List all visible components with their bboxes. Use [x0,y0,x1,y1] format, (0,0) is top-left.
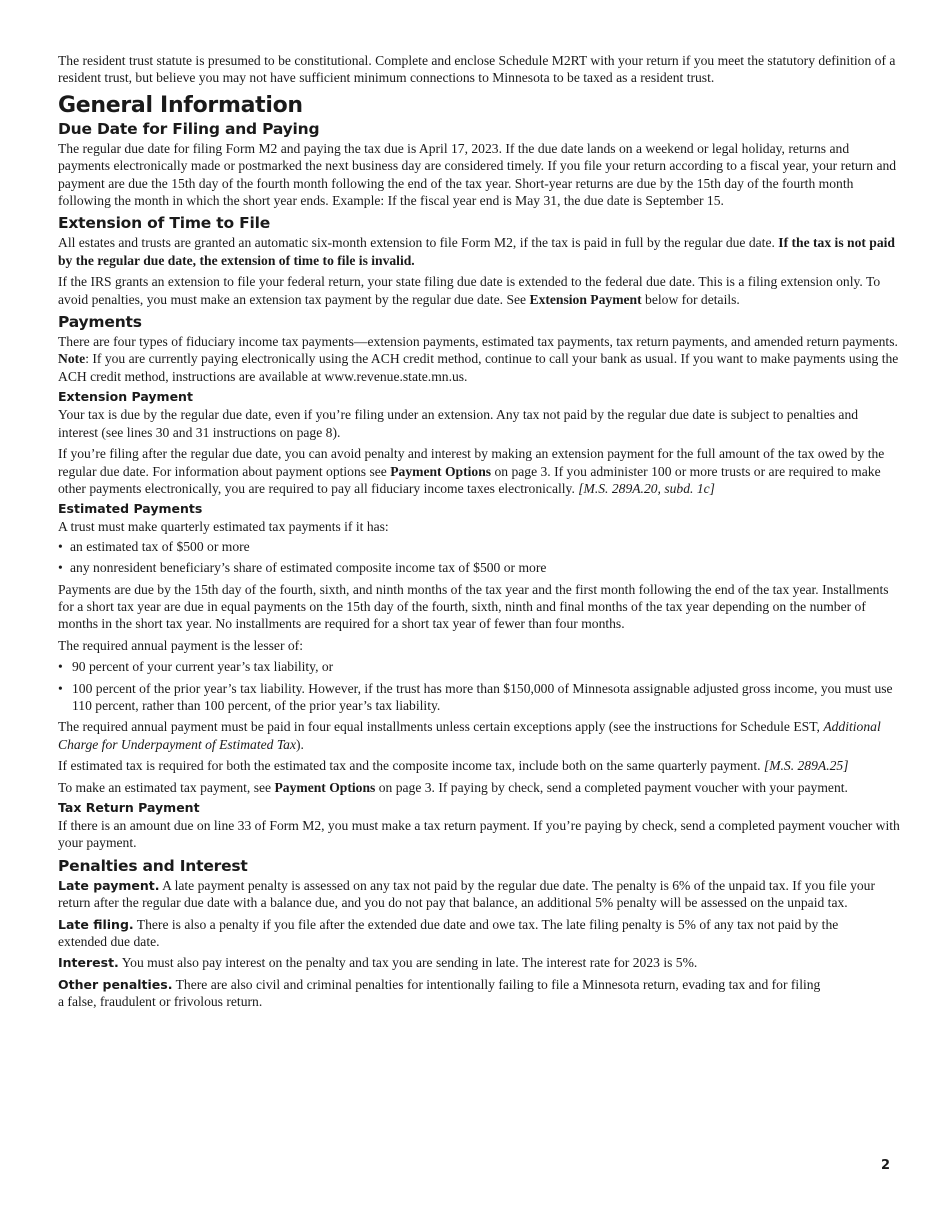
make-payment-paragraph [58,779,900,796]
extension-payment-heading: Extension Payment [58,389,193,405]
extension-paragraph-2 [58,273,900,308]
extension-payment-paragraph-2 [58,445,900,497]
bold-text: Payment Options [390,463,492,479]
text: You must also pay interest on the penalty and tax you are sending in late. The interest rate for 2023 is 5%. [118,955,698,971]
tax-return-payment-paragraph: If there is an amount due on line 33 of Form M2, you must make a tax return payment. If you’re paying by check, send a completed payment voucher with your payment. [58,818,900,851]
extension-paragraph-1 [58,234,900,269]
bold-text: Payment Options [274,779,376,795]
estimated-lesser-paragraph: The required annual payment is the lesser of: [58,637,303,653]
text: If you’re filing after the regular due date, you can avoid penalty and interest by making an extension payment for the full amount of the tax owed by the regular due date. For information about payment options see [58,446,885,479]
lead-term: Late filing. [58,916,134,932]
lead-term: Interest. [58,955,119,971]
interest-paragraph [58,954,900,971]
lead-term: Late payment. [58,877,160,893]
bold-text: If the tax is not paid by the regular due date, the extension of time to file is invalid. [58,235,895,268]
required-payment-list [58,658,900,714]
text: There is also a penalty if you file after the extended due date and owe tax. The late filing penalty is 5% of any tax not paid by the extended due date. [58,916,839,950]
text: If estimated tax is required for both the estimated tax and the composite income tax, include both on the same quarterly payment. [58,758,764,774]
estimated-intro: A trust must make quarterly estimated tax payments if it has: [58,519,389,535]
document-page [58,52,900,1015]
page-number: 2 [880,1158,890,1173]
late-filing-paragraph [58,916,848,951]
tax-return-payment-heading: Tax Return Payment [58,800,200,815]
estimated-payments-heading: Estimated Payments [58,501,203,517]
intro-paragraph: The resident trust statute is presumed to be constitutional. Complete and enclose Schedule M2RT with your return if you meet the statutory definition of a resident trust, but believe you may not have sufficient minimum connections to Minnesota to be taxed as a resident trust. [58,53,896,86]
estimated-requirements-list [58,538,900,577]
italic-text: Additional Charge for Underpayment of Estimated Tax [58,719,881,752]
extension-payment-paragraph-1: Your tax is due by the regular due date, even if you’re filing under an extension. Any tax not paid by the regular due date is subject to penalties and interest (see lines 30 and 31 instructions on page 8). [58,407,859,440]
list-item: • an estimated tax of $500 or more [58,538,900,555]
installments-paragraph [58,718,900,753]
due-date-paragraph: The regular due date for filing Form M2 and paying the tax due is April 17, 2023. If the due date lands on a weekend or legal holiday, returns and payments electronically made or postmarked the next business day are considered timely. If you file your return according to a fiscal year, your return and payment are due the 15th day of the fourth month following the end of the tax year. Short-year returns are due by the 15th day of the fourth month following the month in which the short year ends. Example: If the fiscal year end is May 31, the due date is September 15. [58,140,897,209]
text: on page 3. If you administer 100 or more trusts or are required to make other payments electronically, you are required to pay all fiduciary income taxes electronically. [58,463,881,496]
other-penalties-paragraph [58,976,828,1011]
statute-citation: [M.S. 289A.25] [763,758,849,774]
due-date-heading: Due Date for Filing and Paying [58,119,320,138]
text: : If you are currently paying electronically using the ACH credit method, continue to call your bank as usual. If you want to make payments using the ACH credit method, instructions are available at www.revenue.state.mn.us. [58,351,899,384]
text: There are four types of fiduciary income tax payments—extension payments, estimated tax payments, tax return payments, and amended return payments. [58,334,898,350]
penalties-heading: Penalties and Interest [58,856,248,875]
estimated-due-paragraph: Payments are due by the 15th day of the fourth, sixth, and ninth months of the tax year and the first month following the end of the tax year. Installments for a short tax year are due in equal payments on the 15th day of the fourth, sixth, ninth and final months of the tax year depending on the number of months in the short tax year. No installments are required for a short tax year of fewer than four months. [58,581,889,632]
bold-text: Extension Payment [529,291,642,307]
list-item: • 100 percent of the prior year’s tax liability. However, if the trust has more than $150,000 of Minnesota assignable adjusted gross income, you must use 110 percent, rather than 100 percent, of the prior year’s tax liability. [58,680,900,715]
text: The required annual payment must be paid in four equal installments unless certain exceptions apply (see the instructions for Schedule EST, [58,719,824,735]
text: To make an estimated tax payment, see [58,779,275,795]
page-title: General Information [58,92,303,118]
extension-heading: Extension of Time to File [58,214,271,233]
list-item: • any nonresident beneficiary’s share of estimated composite income tax of $500 or more [58,559,900,576]
payments-heading: Payments [58,313,142,332]
text: below for details. [641,291,740,307]
lead-term: Other penalties. [58,976,173,992]
text: A late payment penalty is assessed on any tax not paid by the regular due date. The penalty is 6% of the unpaid tax. If you file your return after the regular due date with a balance due, and you do not pay that balance, an additional 5% penalty will be assessed on the unpaid tax. [58,877,875,911]
text: on page 3. If paying by check, send a completed payment voucher with your payment. [375,779,848,795]
text: If the IRS grants an extension to file your federal return, your state filing due date is extended to the federal due date. This is a filing extension only. To avoid penalties, you must make an extension tax payment by the regular due date. See [58,274,881,307]
text: All estates and trusts are granted an automatic six-month extension to file Form M2, if the tax is paid in full by the regular due date. [58,235,779,251]
text: There are also civil and criminal penalties for intentionally failing to file a Minnesota return, evading tax and for filing a false, fraudulent or frivolous return. [58,976,821,1010]
payments-paragraph [58,333,900,385]
composite-paragraph [58,757,900,774]
late-payment-paragraph [58,877,900,912]
bold-text: Note [58,351,86,367]
list-item: • 90 percent of your current year’s tax liability, or [58,658,900,675]
statute-citation: [M.S. 289A.20, subd. 1c] [578,480,715,496]
text: ). [296,736,304,752]
